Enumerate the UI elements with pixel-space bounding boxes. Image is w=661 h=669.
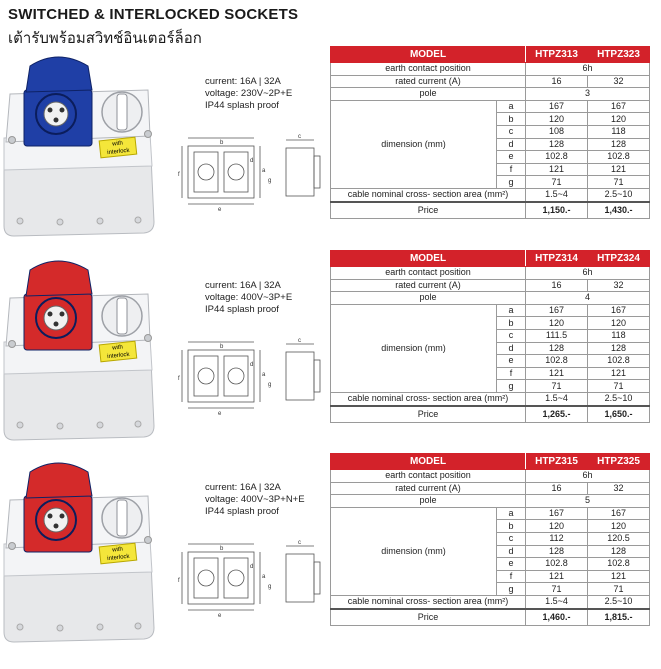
header-model-2: HTPZ324 — [588, 251, 650, 267]
spec-voltage: voltage: 400V~3P+E — [205, 292, 293, 303]
rated-value-1: 16 — [526, 75, 588, 88]
pole-label: pole — [331, 292, 526, 305]
dim-value-1: 120 — [526, 520, 588, 533]
table-header-row — [331, 454, 650, 470]
pole-value: 4 — [526, 292, 650, 305]
dim-key: c — [497, 532, 526, 545]
dim-value-1: 102.8 — [526, 558, 588, 571]
dim-value-1: 167 — [526, 100, 588, 113]
dim-key: f — [497, 367, 526, 380]
dim-letter-d: d — [250, 564, 254, 570]
price-value-2: 1,430.- — [588, 202, 650, 219]
dim-value-2: 121 — [588, 570, 650, 583]
rated-value-1: 16 — [526, 279, 588, 292]
header-model: MODEL — [331, 454, 526, 470]
dim-key: g — [497, 380, 526, 393]
dimension-drawing — [178, 336, 328, 416]
dim-key: e — [497, 355, 526, 368]
earth-label: earth contact position — [331, 63, 526, 76]
dim-value-2: 102.8 — [588, 558, 650, 571]
price-value-2: 1,650.- — [588, 406, 650, 423]
pole-value: 3 — [526, 88, 650, 101]
dim-value-1: 102.8 — [526, 355, 588, 368]
dimension-label: dimension (mm) — [331, 507, 497, 595]
table-row — [331, 304, 650, 317]
dim-value-2: 128 — [588, 545, 650, 558]
dim-letter-e: e — [218, 613, 222, 618]
spec-list — [205, 280, 292, 316]
page-subtitle: เต้ารับพร้อมสวิทช์อินเตอร์ล็อก — [8, 30, 202, 47]
price-label: Price — [331, 202, 526, 219]
table-row — [331, 495, 650, 508]
spec-list — [205, 76, 292, 112]
cable-label: cable nominal cross- section area (mm²) — [331, 392, 526, 405]
table-row — [331, 267, 650, 280]
dim-value-1: 71 — [526, 380, 588, 393]
spec-current: current: 16A | 32A — [205, 482, 281, 493]
rated-value-2: 32 — [588, 482, 650, 495]
price-row — [331, 202, 650, 219]
header-model: MODEL — [331, 47, 526, 63]
dim-letter-e: e — [218, 411, 222, 416]
header-model: MODEL — [331, 251, 526, 267]
dim-letter-g: g — [268, 178, 272, 184]
header-model-2: HTPZ325 — [588, 454, 650, 470]
dim-value-2: 128 — [588, 138, 650, 151]
dim-key: a — [497, 100, 526, 113]
dim-letter-c: c — [298, 134, 301, 140]
dim-letter-a: a — [262, 574, 266, 580]
dim-value-2: 120 — [588, 317, 650, 330]
price-label: Price — [331, 406, 526, 423]
dim-value-1: 112 — [526, 532, 588, 545]
dim-value-1: 167 — [526, 304, 588, 317]
price-row — [331, 609, 650, 626]
dim-value-2: 118 — [588, 329, 650, 342]
rated-label: rated current (A) — [331, 279, 526, 292]
table-row — [331, 188, 650, 201]
header-model-1: HTPZ314 — [526, 251, 588, 267]
dim-letter-f: f — [178, 172, 180, 178]
spec-voltage: voltage: 230V~2P+E — [205, 88, 293, 99]
dim-value-1: 111.5 — [526, 329, 588, 342]
dim-value-1: 108 — [526, 125, 588, 138]
spec-voltage: voltage: 400V~3P+N+E — [205, 494, 305, 505]
dim-value-2: 118 — [588, 125, 650, 138]
price-row — [331, 406, 650, 423]
dim-key: e — [497, 558, 526, 571]
dim-value-1: 120 — [526, 317, 588, 330]
label-line-1: with — [111, 140, 124, 148]
rated-label: rated current (A) — [331, 482, 526, 495]
dim-key: f — [497, 163, 526, 176]
dim-value-2: 121 — [588, 367, 650, 380]
product-section — [0, 452, 330, 652]
dim-letter-d: d — [250, 158, 254, 164]
table-row — [331, 75, 650, 88]
dim-letter-g: g — [268, 584, 272, 590]
rated-value-2: 32 — [588, 75, 650, 88]
dim-value-2: 71 — [588, 176, 650, 189]
spec-table — [330, 46, 650, 219]
dim-value-2: 167 — [588, 304, 650, 317]
label-line-2: interlock — [106, 351, 130, 361]
table-row — [331, 470, 650, 483]
cable-value-2: 2.5~10 — [588, 392, 650, 405]
table-row — [331, 63, 650, 76]
table-header-row — [331, 47, 650, 63]
dim-value-2: 167 — [588, 100, 650, 113]
price-value-2: 1,815.- — [588, 609, 650, 626]
spec-protection: IP44 splash proof — [205, 506, 279, 517]
dim-letter-c: c — [298, 540, 301, 546]
header-model-1: HTPZ315 — [526, 454, 588, 470]
cable-value-1: 1.5~4 — [526, 595, 588, 608]
table-row — [331, 507, 650, 520]
table-row — [331, 88, 650, 101]
dim-key: g — [497, 176, 526, 189]
dimension-drawing — [178, 538, 328, 618]
socket-photo — [0, 46, 180, 246]
header-model-1: HTPZ313 — [526, 47, 588, 63]
dim-value-1: 102.8 — [526, 151, 588, 164]
dim-letter-f: f — [178, 578, 180, 584]
dim-value-1: 128 — [526, 342, 588, 355]
dim-value-1: 128 — [526, 138, 588, 151]
dim-value-2: 120.5 — [588, 532, 650, 545]
spec-protection: IP44 splash proof — [205, 100, 279, 111]
dim-key: c — [497, 125, 526, 138]
earth-label: earth contact position — [331, 470, 526, 483]
dim-value-1: 121 — [526, 367, 588, 380]
dimension-drawing — [178, 132, 328, 212]
dim-key: d — [497, 342, 526, 355]
price-value-1: 1,265.- — [526, 406, 588, 423]
spec-protection: IP44 splash proof — [205, 304, 279, 315]
spec-table — [330, 250, 650, 423]
dimension-label: dimension (mm) — [331, 100, 497, 188]
label-line-1: with — [111, 546, 124, 554]
dim-key: a — [497, 304, 526, 317]
dim-value-2: 71 — [588, 583, 650, 596]
earth-label: earth contact position — [331, 267, 526, 280]
earth-value: 6h — [526, 63, 650, 76]
dim-value-2: 102.8 — [588, 151, 650, 164]
dim-key: a — [497, 507, 526, 520]
cable-value-1: 1.5~4 — [526, 392, 588, 405]
price-value-1: 1,460.- — [526, 609, 588, 626]
cable-value-1: 1.5~4 — [526, 188, 588, 201]
dim-value-2: 120 — [588, 520, 650, 533]
product-section — [0, 250, 330, 450]
rated-value-2: 32 — [588, 279, 650, 292]
label-line-2: interlock — [106, 553, 130, 563]
dim-letter-b: b — [220, 140, 224, 146]
dim-value-1: 71 — [526, 176, 588, 189]
cable-value-2: 2.5~10 — [588, 188, 650, 201]
rated-label: rated current (A) — [331, 75, 526, 88]
label-line-2: interlock — [106, 147, 130, 157]
table-row — [331, 392, 650, 405]
dim-key: f — [497, 570, 526, 583]
product-section — [0, 46, 330, 246]
pole-label: pole — [331, 495, 526, 508]
header-model-2: HTPZ323 — [588, 47, 650, 63]
page-title: SWITCHED & INTERLOCKED SOCKETS — [8, 6, 299, 23]
dim-letter-c: c — [298, 338, 301, 344]
dim-value-1: 121 — [526, 163, 588, 176]
dim-value-2: 102.8 — [588, 355, 650, 368]
dim-letter-b: b — [220, 546, 224, 552]
cable-value-2: 2.5~10 — [588, 595, 650, 608]
dim-letter-a: a — [262, 168, 266, 174]
dim-value-2: 167 — [588, 507, 650, 520]
dim-value-1: 121 — [526, 570, 588, 583]
dim-value-1: 167 — [526, 507, 588, 520]
table-row — [331, 292, 650, 305]
spec-current: current: 16A | 32A — [205, 280, 281, 291]
dim-letter-g: g — [268, 382, 272, 388]
pole-label: pole — [331, 88, 526, 101]
earth-value: 6h — [526, 470, 650, 483]
dim-key: b — [497, 317, 526, 330]
spec-table — [330, 453, 650, 626]
table-row — [331, 279, 650, 292]
table-row — [331, 482, 650, 495]
dim-key: b — [497, 113, 526, 126]
dimension-label: dimension (mm) — [331, 304, 497, 392]
spec-current: current: 16A | 32A — [205, 76, 281, 87]
dim-value-1: 128 — [526, 545, 588, 558]
socket-photo — [0, 250, 180, 450]
cable-label: cable nominal cross- section area (mm²) — [331, 595, 526, 608]
price-value-1: 1,150.- — [526, 202, 588, 219]
dim-letter-a: a — [262, 372, 266, 378]
table-header-row — [331, 251, 650, 267]
dim-key: g — [497, 583, 526, 596]
table-row — [331, 100, 650, 113]
dim-value-2: 71 — [588, 380, 650, 393]
dim-key: b — [497, 520, 526, 533]
dim-letter-f: f — [178, 376, 180, 382]
cable-label: cable nominal cross- section area (mm²) — [331, 188, 526, 201]
dim-letter-e: e — [218, 207, 222, 212]
dim-value-1: 120 — [526, 113, 588, 126]
price-label: Price — [331, 609, 526, 626]
rated-value-1: 16 — [526, 482, 588, 495]
dim-letter-d: d — [250, 362, 254, 368]
dim-value-1: 71 — [526, 583, 588, 596]
dim-key: d — [497, 545, 526, 558]
dim-key: e — [497, 151, 526, 164]
dim-value-2: 120 — [588, 113, 650, 126]
dim-value-2: 128 — [588, 342, 650, 355]
dim-key: d — [497, 138, 526, 151]
earth-value: 6h — [526, 267, 650, 280]
dim-letter-b: b — [220, 344, 224, 350]
label-line-1: with — [111, 344, 124, 352]
pole-value: 5 — [526, 495, 650, 508]
socket-photo — [0, 452, 180, 652]
spec-list — [205, 482, 305, 518]
dim-value-2: 121 — [588, 163, 650, 176]
dim-key: c — [497, 329, 526, 342]
table-row — [331, 595, 650, 608]
